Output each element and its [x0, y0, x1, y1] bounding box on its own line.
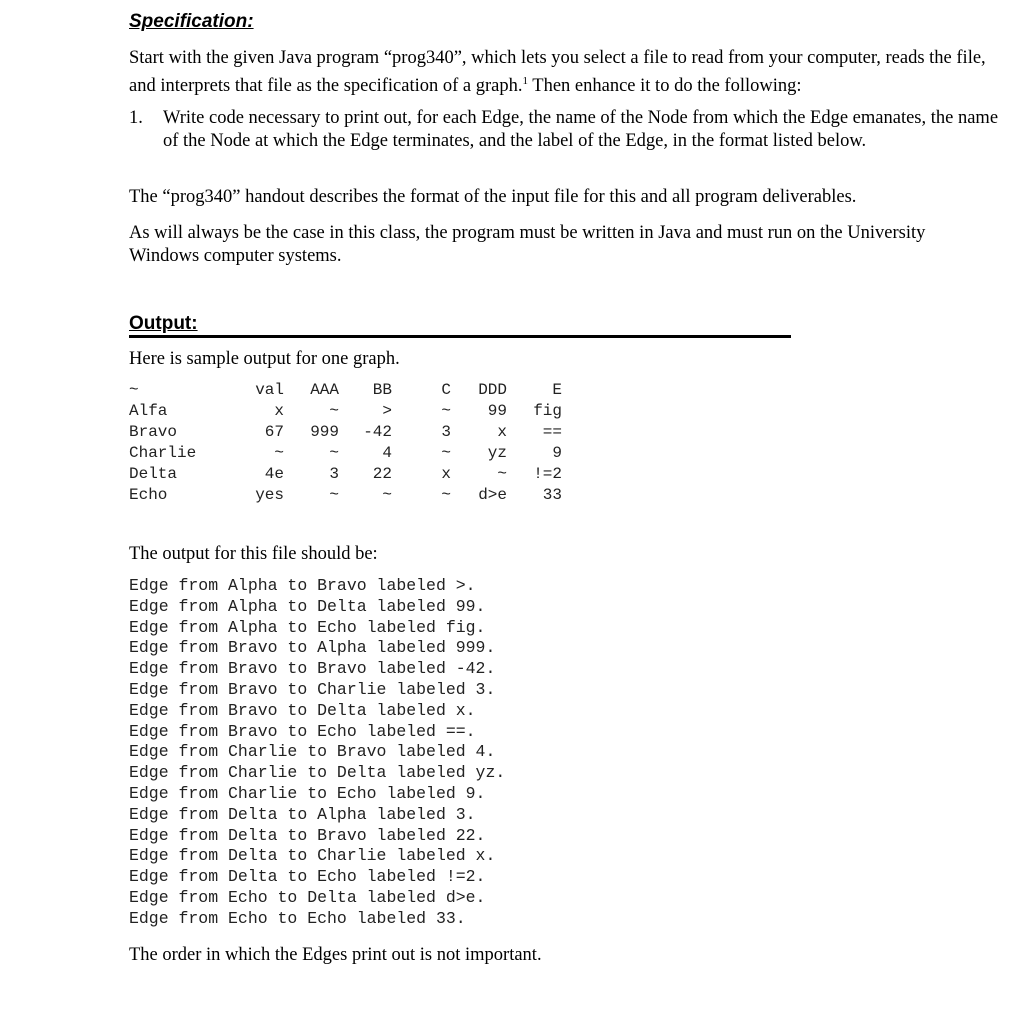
graph-cell: 3	[329, 465, 339, 483]
output-line: Edge from Bravo to Alpha labeled 999.	[129, 638, 496, 658]
graph-cell: val	[255, 381, 284, 399]
graph-cell: E	[552, 381, 562, 399]
intro-paragraph	[129, 47, 999, 98]
graph-cell: !=2	[533, 465, 562, 483]
java-note: As will always be the case in this class, the program must be written in Java and must run on the University Windows computer systems.	[129, 223, 926, 266]
output-line: Edge from Charlie to Echo labeled 9.	[129, 783, 486, 803]
graph-cell: x	[441, 465, 451, 483]
footnote-marker: 1	[522, 75, 528, 87]
output-line: Edge from Charlie to Delta labeled yz.	[129, 763, 506, 783]
output-line: Edge from Delta to Alpha labeled 3.	[129, 804, 476, 824]
sample-intro: Here is sample output for one graph.	[129, 349, 400, 369]
graph-cell: ~	[441, 402, 451, 420]
output-line: Edge from Echo to Echo labeled 33.	[129, 908, 466, 928]
output-line: Edge from Alpha to Bravo labeled >.	[129, 576, 476, 595]
intro-text-cont: Then enhance it to do the following:	[528, 76, 802, 96]
graph-cell: DDD	[478, 381, 507, 399]
graph-cell: ~	[497, 465, 507, 483]
output-line: Edge from Charlie to Bravo labeled 4.	[129, 742, 496, 762]
output-heading: Output:	[129, 313, 791, 338]
output-line: Edge from Delta to Echo labeled !=2.	[129, 867, 486, 887]
graph-cell: 4e	[264, 465, 284, 483]
graph-node-name: ~	[129, 381, 139, 399]
graph-cell: yz	[487, 444, 507, 462]
graph-cell: ~	[329, 444, 339, 462]
output-line: Edge from Bravo to Charlie labeled 3.	[129, 679, 496, 699]
graph-cell: ~	[274, 444, 284, 462]
graph-cell: 999	[310, 423, 339, 441]
graph-cell: d>e	[478, 486, 507, 504]
graph-node-name: Delta	[129, 465, 178, 483]
intro-text: Start with the given Java program “prog340”, which lets you select a file to read from your computer, reads the file, and interprets that file as the specification of a graph.	[129, 48, 986, 96]
graph-cell: AAA	[310, 381, 339, 399]
output-line: Edge from Delta to Bravo labeled 22.	[129, 825, 486, 845]
output-line: Edge from Echo to Delta labeled d>e.	[129, 887, 486, 907]
graph-cell: x	[497, 423, 507, 441]
handout-note: The “prog340” handout describes the format of the input file for this and all program deliverables.	[129, 187, 857, 207]
graph-node-name: Alfa	[129, 402, 168, 420]
graph-node-name: Charlie	[129, 444, 197, 462]
expected-intro: The output for this file should be:	[129, 544, 378, 564]
graph-cell: yes	[255, 486, 284, 504]
output-line: Edge from Alpha to Echo labeled fig.	[129, 617, 486, 637]
graph-cell: BB	[372, 381, 392, 399]
graph-cell: ~	[441, 486, 451, 504]
output-line: Edge from Bravo to Bravo labeled -42.	[129, 659, 496, 679]
output-line: Edge from Alpha to Delta labeled 99.	[129, 596, 486, 616]
graph-cell: C	[441, 381, 451, 399]
output-line: Edge from Bravo to Echo labeled ==.	[129, 721, 476, 741]
graph-node-name: Bravo	[129, 423, 178, 441]
output-line: Edge from Delta to Charlie labeled x.	[129, 846, 496, 866]
graph-cell: ~	[329, 486, 339, 504]
graph-cell: 22	[372, 465, 392, 483]
graph-cell: 99	[487, 402, 507, 420]
graph-cell: 9	[552, 444, 562, 462]
item-text: Write code necessary to print out, for each Edge, the name of the Node from which the Edge emanates, the name of the Node at which the Edge terminates, and the label of the Edge, in the format listed below.	[163, 108, 999, 151]
graph-cell: 3	[441, 423, 451, 441]
item-number: 1.	[129, 108, 143, 128]
graph-cell: ~	[382, 486, 392, 504]
graph-cell: x	[274, 402, 284, 420]
graph-cell: 67	[264, 423, 284, 441]
output-line: Edge from Bravo to Delta labeled x.	[129, 700, 476, 720]
graph-cell: -42	[363, 423, 392, 441]
specification-heading: Specification:	[129, 11, 254, 32]
graph-cell: fig	[533, 402, 562, 420]
graph-cell: 4	[382, 444, 392, 462]
expected-output	[129, 576, 505, 930]
graph-cell: ==	[542, 423, 562, 441]
order-note: The order in which the Edges print out is not important.	[129, 945, 542, 965]
graph-cell: 33	[542, 486, 562, 504]
graph-cell: ~	[441, 444, 451, 462]
graph-cell: >	[382, 402, 392, 420]
graph-cell: ~	[329, 402, 339, 420]
graph-node-name: Echo	[129, 486, 168, 504]
